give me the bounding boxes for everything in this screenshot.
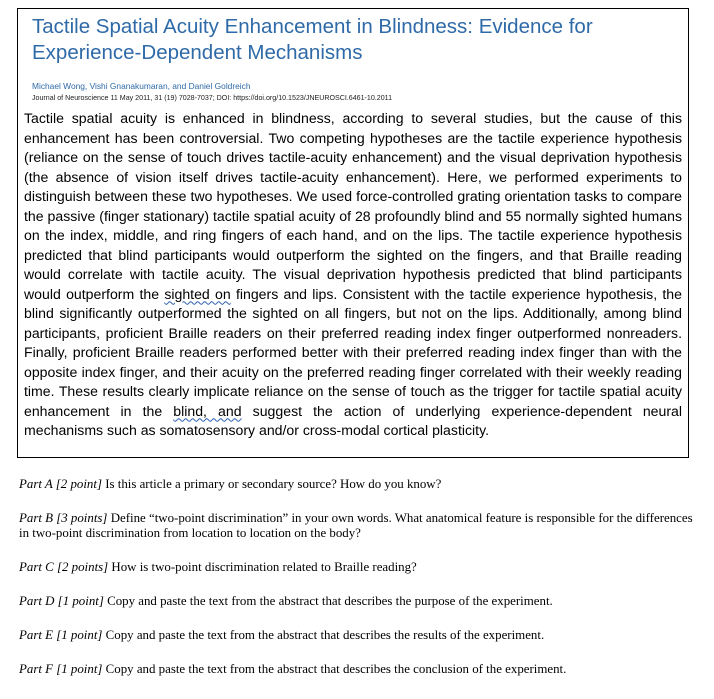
question-part-b xyxy=(19,511,695,541)
question-text: Copy and paste the text from the abstract that describes the conclusion of the experiment. xyxy=(102,662,567,676)
abstract-text xyxy=(24,109,682,441)
question-label: Part A [2 point] xyxy=(19,477,102,491)
article-citation: Journal of Neuroscience 11 May 2011, 31 (19) 7028-7037; DOI: https://doi.org/10.1523/JNEUROSCI.6461-10.2011 xyxy=(32,94,393,102)
question-text: How is two-point discrimination related to Braille reading? xyxy=(108,560,417,574)
question-text: Define “two-point discrimination” in your own words. What anatomical feature is responsible for the differences in two-point discrimination from location to location on the body? xyxy=(19,511,693,540)
spellcheck-flag-blind-and[interactable]: blind, and xyxy=(173,402,242,419)
question-part-a xyxy=(19,477,695,492)
spellcheck-flag-sighted-on[interactable]: sighted on xyxy=(164,285,231,302)
question-text: Copy and paste the text from the abstract that describes the results of the experiment. xyxy=(102,628,545,642)
question-label: Part E [1 point] xyxy=(19,628,103,642)
question-part-c xyxy=(19,560,695,575)
question-part-d xyxy=(19,594,695,609)
question-label: Part D [1 point] xyxy=(19,594,104,608)
abstract-text-part-1: Tactile spatial acuity is enhanced in blindness, according to several studies, but the cause of this enhancement has been controversial. Two competing hypotheses are the tactile experience hypothesis (reliance on the sense of touch drives tactile-acuity enhancement) and the visual deprivation hypothesis (the absence of vision itself drives tactile-acuity enhancement). Here, we performed experiments to distinguish between these two hypotheses. We used force-controlled grating orientation tasks to compare the passive (finger stationary) tactile spatial acuity of 28 profoundly blind and 55 normally sighted humans on the index, middle, and ring fingers of each hand, and on the lips. The tactile experience hypothesis predicted that blind participants would outperform the sighted on the fingers, and that Braille reading would correlate with tactile acuity. The visual deprivation hypothesis predicted that blind participants would outperform the xyxy=(24,110,682,302)
question-label: Part C [2 points] xyxy=(19,560,109,574)
abstract-text-part-2: fingers and lips. Consistent with the tactile experience hypothesis, the blind significantly outperformed the sighted on all fingers, but not on the lips. Additionally, among blind participants, proficient Braille readers on their preferred reading index finger outperformed nonreaders. Finally, proficient Braille readers performed better with their preferred reading index finger than with the opposite index finger, and their acuity on the preferred reading finger correlated with their weekly reading time. These results clearly implicate reliance on the sense of touch as the trigger for tactile spatial acuity enhancement in the xyxy=(24,285,682,419)
question-part-f xyxy=(19,662,695,677)
article-title: Tactile Spatial Acuity Enhancement in Blindness: Evidence for Experience-Dependent Mechanisms xyxy=(32,15,593,64)
abstract-box xyxy=(17,8,689,458)
question-part-e xyxy=(19,628,695,643)
question-label: Part F [1 point] xyxy=(19,662,103,676)
article-authors[interactable]: Michael Wong, Vishi Gnanakumaran, and Daniel Goldreich xyxy=(32,81,251,91)
question-text: Copy and paste the text from the abstract that describes the purpose of the experiment. xyxy=(103,594,553,608)
abstract-text-part-3: suggest the action of underlying experience-dependent neural mechanisms such as somatosensory and/or cross-modal cortical plasticity. xyxy=(24,402,683,438)
question-label: Part B [3 points] xyxy=(19,511,108,525)
question-text: Is this article a primary or secondary source? How do you know? xyxy=(101,477,442,491)
question-list xyxy=(19,477,695,677)
